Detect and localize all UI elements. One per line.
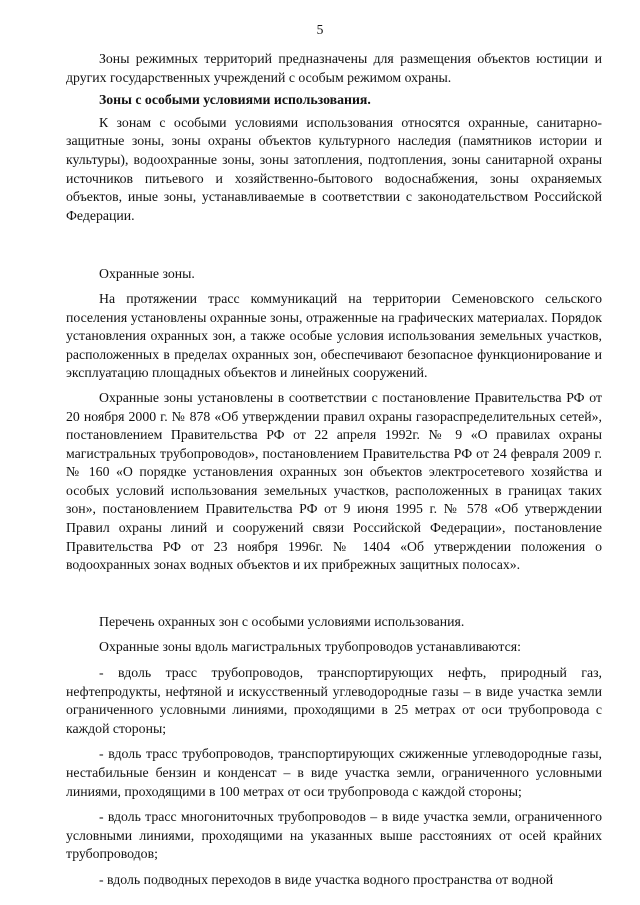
list-item-underwater-crossings: - вдоль подводных переходов в виде участка водного пространства от водной (99, 871, 554, 887)
page-number: 5 (316, 22, 324, 37)
paragraph-special-zones-list: К зонам с особыми условиями использования относятся охранные, санитарно-защитные зоны, зоны охраны объектов культурного наследия (памятников истории и культуры), водоохранные зоны, зоны затопления, подтопления, зоны санитарной охраны источников питьевого и хозяйственно-бытового водоснабжения, зоны охраняемых объектов, иные зоны, устанавливаемые в соответствии с законодательством Российской Федерации. (66, 114, 602, 223)
list-item-liquefied-gas-pipelines: - вдоль трасс трубопроводов, транспортирующих сжиженные углеводородные газы, нестабильные бензин и конденсат – в виде участка земли, ограниченного условными линиями, проходящими в 100 метрах от оси трубопровода с каждой стороны; (66, 746, 602, 799)
heading-protected-zones: Охранные зоны. (99, 266, 195, 282)
heading-special-use-zones: Зоны с особыми условиями использования. (99, 92, 371, 108)
list-item-oil-gas-pipelines: - вдоль трасс трубопроводов, транспортирующих нефть, природный газ, нефтепродукты, нефтяной и искусственный углеводородные газы – в виде участка земли ограниченного условными линиями, проходящими в 25 метрах от оси трубопровода с каждой стороны; (66, 665, 602, 736)
document-body (66, 50, 602, 890)
paragraph-pipelines-intro: Охранные зоны вдоль магистральных трубопроводов устанавливаются: (99, 639, 521, 655)
paragraph-regime-zones: Зоны режимных территорий предназначены для размещения объектов юстиции и других государственных учреждений с особым режимом охраны. (66, 51, 602, 85)
paragraph-regulations: Охранные зоны установлены в соответствии с постановление Правительства РФ от 20 ноября 2000 г. № 878 «Об утверждении правил охраны газораспределительных сетей», постановлением Правительства РФ от 22 апреля 1992г. № 9 «О правилах охраны магистральных трубопроводов», постановлением Правительства РФ от 24 февраля 2009 г. № 160 «О порядке установления охранных зон объектов электросетевого хозяйства и особых условий использования земельных участков, расположенных в границах таких зон», постановлением Правительства РФ от 9 июня 1995 г. № 578 «Об утверждении Правил охраны линий и сооружений связи Российской Федерации», постановление Правительства РФ от 23 ноября 1996г. № 1404 «Об утверждении положения о водоохранных зонах водных объектов и их прибрежных защитных полосах». (66, 389, 602, 573)
paragraph-communications: На протяжении трасс коммуникаций на территории Семеновского сельского поселения установлены охранные зоны, отраженные на графических материалах. Порядок установления охранных зон, а также особые условия использования земельных участков, расположенных в пределах охранных зон, обеспечивают безопасное функционирование и эксплуатацию площадных объектов и линейных сооружений. (66, 290, 602, 381)
heading-zones-list: Перечень охранных зон с особыми условиями использования. (99, 613, 465, 629)
list-item-multistrand-pipelines: - вдоль трасс многониточных трубопроводов – в виде участка земли, ограниченного условными линиями, проходящими на указанных выше расстояниях от осей крайних трубопроводов; (66, 809, 602, 862)
